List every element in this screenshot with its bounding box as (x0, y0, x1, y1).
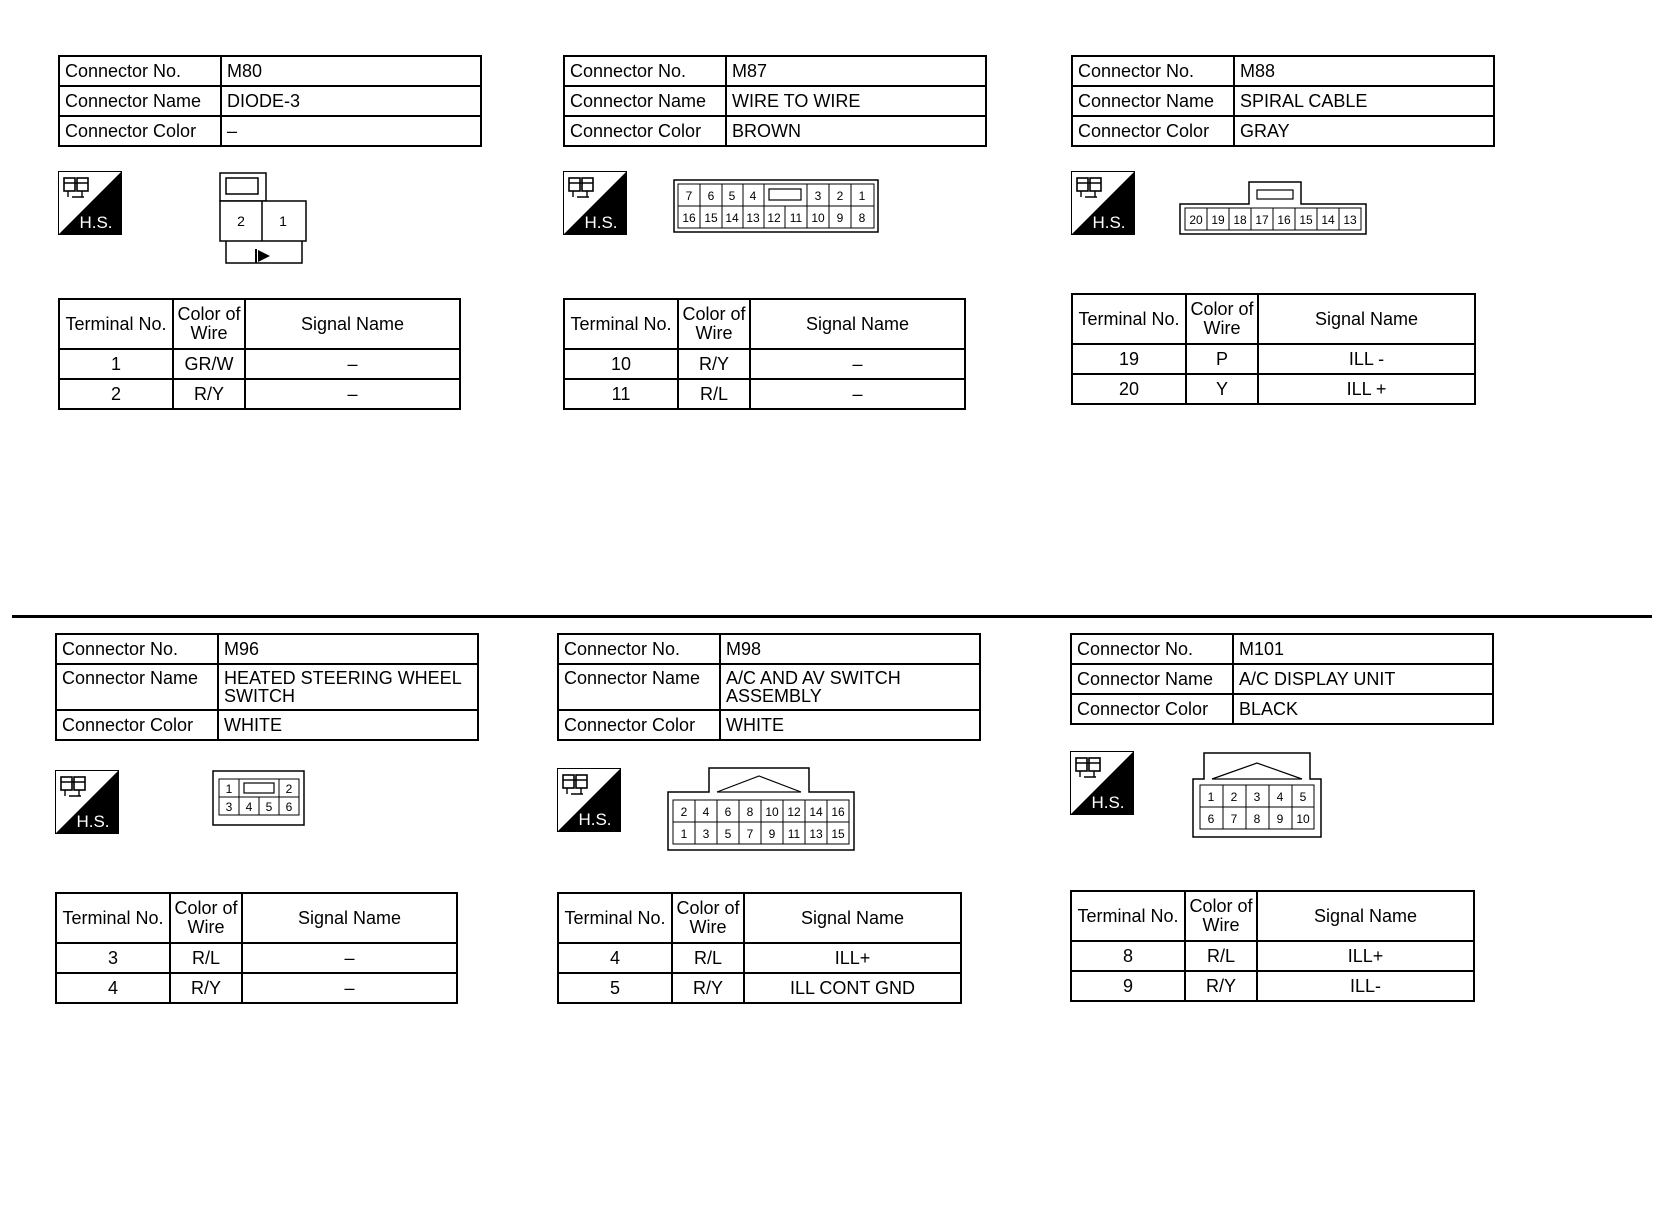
connector-color-value: WHITE (720, 710, 980, 740)
signal-name-cell: – (242, 973, 457, 1003)
connector-color-value: – (221, 116, 481, 146)
signal-name-header: Signal Name (242, 893, 457, 943)
connector-name-value: HEATED STEERING WHEEL SWITCH (218, 664, 478, 710)
signal-name-cell: – (245, 349, 460, 379)
terminal-table (1070, 890, 1475, 1002)
pin: 19 (1211, 213, 1225, 227)
connector-color-label: Connector Color (56, 710, 218, 740)
connector-name-label: Connector Name (59, 86, 221, 116)
connector-no-label: Connector No. (564, 56, 726, 86)
pin: 13 (809, 827, 823, 841)
connector-no-label: Connector No. (558, 634, 720, 664)
pin: 11 (789, 211, 803, 225)
pin: 9 (836, 211, 844, 225)
switch-connector-diagram (212, 770, 306, 828)
pin: 11 (787, 827, 801, 841)
pin-1: 1 (279, 213, 287, 229)
wire-color-cell: R/Y (170, 973, 242, 1003)
terminal-table (58, 298, 461, 410)
pin: 10 (765, 805, 779, 819)
wire-color-cell: R/Y (678, 349, 750, 379)
table-row (558, 943, 961, 973)
connector-name-value: A/C AND AV SWITCH ASSEMBLY (720, 664, 980, 710)
connector-info-table (563, 55, 987, 147)
terminal-no-cell: 19 (1072, 344, 1186, 374)
signal-name-cell: ILL+ (1257, 941, 1474, 971)
table-row (558, 973, 961, 1003)
terminal-no-cell: 8 (1071, 941, 1185, 971)
connector-info-table (1070, 633, 1494, 725)
pin: 2 (836, 189, 844, 203)
connector-name-value: DIODE-3 (221, 86, 481, 116)
terminal-no-cell: 9 (1071, 971, 1185, 1001)
table-row (1072, 344, 1475, 374)
pin: 15 (831, 827, 845, 841)
connector-info-table (58, 55, 482, 147)
pin: 1 (858, 189, 866, 203)
hs-label: H.S. (1091, 793, 1125, 812)
hs-label: H.S. (76, 812, 110, 831)
pin: 9 (768, 827, 776, 841)
connector-block-m88 (1071, 55, 1501, 399)
connector-no-value: M101 (1233, 634, 1493, 664)
connector-name-value: A/C DISPLAY UNIT (1233, 664, 1493, 694)
pin: 8 (858, 211, 866, 225)
pin: 1 (680, 827, 688, 841)
connector-color-label: Connector Color (558, 710, 720, 740)
terminal-table (557, 892, 962, 1004)
pin: 15 (704, 211, 718, 225)
harness-side-badge-icon (58, 171, 122, 235)
wire-color-header: Color of Wire (1185, 891, 1257, 941)
pin: 9 (1276, 812, 1284, 826)
pin-2: 2 (237, 213, 245, 229)
signal-name-header: Signal Name (245, 299, 460, 349)
hs-label: H.S. (1092, 213, 1126, 232)
pin: 13 (1343, 213, 1357, 227)
display-unit-connector-diagram (1192, 751, 1324, 839)
pin: 17 (1255, 213, 1269, 227)
switch-assembly-connector-diagram (667, 766, 857, 852)
terminal-no-header: Terminal No. (1072, 294, 1186, 344)
table-row (59, 349, 460, 379)
connector-name-label: Connector Name (1071, 664, 1233, 694)
pin: 2 (1230, 790, 1238, 804)
connector-block-m96 (55, 633, 485, 998)
pin: 1 (1207, 790, 1215, 804)
signal-name-cell: – (750, 349, 965, 379)
table-row (56, 943, 457, 973)
connector-info-table (557, 633, 981, 741)
signal-name-cell: – (245, 379, 460, 409)
signal-name-cell: ILL + (1258, 374, 1475, 404)
pin: 7 (685, 189, 693, 203)
table-row (564, 379, 965, 409)
pin: 4 (749, 189, 757, 203)
diode-symbol-icon (258, 250, 270, 262)
pin: 5 (728, 189, 736, 203)
connector-info-table (55, 633, 479, 741)
terminal-table (55, 892, 458, 1004)
pin: 6 (1207, 812, 1215, 826)
table-row (1071, 941, 1474, 971)
connector-name-label: Connector Name (558, 664, 720, 710)
connector-color-label: Connector Color (1071, 694, 1233, 724)
terminal-no-cell: 20 (1072, 374, 1186, 404)
terminal-no-cell: 3 (56, 943, 170, 973)
terminal-no-cell: 4 (558, 943, 672, 973)
connector-no-label: Connector No. (56, 634, 218, 664)
terminal-no-header: Terminal No. (59, 299, 173, 349)
signal-name-header: Signal Name (744, 893, 961, 943)
connector-name-value: SPIRAL CABLE (1234, 86, 1494, 116)
harness-side-badge-icon (55, 770, 119, 834)
pin: 16 (1277, 213, 1291, 227)
terminal-no-header: Terminal No. (564, 299, 678, 349)
wire-color-cell: R/L (672, 943, 744, 973)
connector-name-label: Connector Name (56, 664, 218, 710)
connector-block-m87 (563, 55, 993, 404)
connector-color-value: BLACK (1233, 694, 1493, 724)
table-row (59, 379, 460, 409)
terminal-table (1071, 293, 1476, 405)
wire-color-cell: GR/W (173, 349, 245, 379)
table-row (56, 973, 457, 1003)
pin: 4 (1276, 790, 1284, 804)
pin: 7 (746, 827, 754, 841)
connector-name-label: Connector Name (564, 86, 726, 116)
harness-side-badge-icon (1070, 751, 1134, 815)
terminal-no-cell: 10 (564, 349, 678, 379)
signal-name-cell: ILL+ (744, 943, 961, 973)
wire-color-cell: R/L (678, 379, 750, 409)
signal-name-header: Signal Name (1257, 891, 1474, 941)
pin: 14 (809, 805, 823, 819)
pin: 3 (814, 189, 822, 203)
pin: 14 (1321, 213, 1335, 227)
signal-name-header: Signal Name (750, 299, 965, 349)
pin: 5 (724, 827, 732, 841)
wire-color-cell: R/Y (672, 973, 744, 1003)
terminal-no-header: Terminal No. (1071, 891, 1185, 941)
terminal-no-cell: 5 (558, 973, 672, 1003)
pin: 16 (831, 805, 845, 819)
harness-side-badge-icon (563, 171, 627, 235)
pin: 18 (1233, 213, 1247, 227)
table-row (1072, 374, 1475, 404)
connector-no-value: M88 (1234, 56, 1494, 86)
pin: 8 (1253, 812, 1261, 826)
connector-block-m80 (58, 55, 488, 404)
wire-color-cell: R/Y (1185, 971, 1257, 1001)
harness-side-badge-icon (557, 768, 621, 832)
harness-side-badge-icon (1071, 171, 1135, 235)
connector-color-value: WHITE (218, 710, 478, 740)
wire-color-header: Color of Wire (672, 893, 744, 943)
connector-no-label: Connector No. (1072, 56, 1234, 86)
wire-color-cell: Y (1186, 374, 1258, 404)
pin: 3 (702, 827, 710, 841)
connector-no-label: Connector No. (1071, 634, 1233, 664)
diode-connector-diagram (218, 171, 310, 267)
pin: 10 (811, 211, 825, 225)
connector-no-label: Connector No. (59, 56, 221, 86)
signal-name-cell: ILL CONT GND (744, 973, 961, 1003)
connector-no-value: M80 (221, 56, 481, 86)
terminal-no-header: Terminal No. (56, 893, 170, 943)
table-row (564, 349, 965, 379)
pin: 5 (1299, 790, 1307, 804)
pin: 6 (724, 805, 732, 819)
pin: 3 (225, 800, 233, 814)
spiral-cable-connector-diagram (1179, 180, 1369, 236)
connector-color-label: Connector Color (1072, 116, 1234, 146)
pin: 12 (787, 805, 801, 819)
wire-color-cell: R/Y (173, 379, 245, 409)
connector-name-label: Connector Name (1072, 86, 1234, 116)
pin: 20 (1189, 213, 1203, 227)
terminal-table (563, 298, 966, 410)
pin: 6 (707, 189, 715, 203)
wire-color-cell: P (1186, 344, 1258, 374)
section-divider (12, 615, 1652, 618)
pin: 1 (225, 782, 233, 796)
connector-name-value: WIRE TO WIRE (726, 86, 986, 116)
wire-color-cell: R/L (170, 943, 242, 973)
hs-label: H.S. (79, 213, 113, 232)
terminal-no-cell: 11 (564, 379, 678, 409)
pin: 10 (1296, 812, 1310, 826)
pin: 2 (285, 782, 293, 796)
pin: 5 (265, 800, 273, 814)
connector-color-label: Connector Color (564, 116, 726, 146)
pin: 12 (767, 211, 781, 225)
terminal-no-cell: 4 (56, 973, 170, 1003)
wire-color-header: Color of Wire (170, 893, 242, 943)
terminal-no-cell: 2 (59, 379, 173, 409)
wire-color-header: Color of Wire (1186, 294, 1258, 344)
pin: 16 (682, 211, 696, 225)
connector-color-value: GRAY (1234, 116, 1494, 146)
terminal-no-header: Terminal No. (558, 893, 672, 943)
connector-no-value: M87 (726, 56, 986, 86)
pin: 4 (702, 805, 710, 819)
signal-name-cell: – (750, 379, 965, 409)
hs-label: H.S. (578, 810, 612, 829)
signal-name-cell: ILL- (1257, 971, 1474, 1001)
pin: 13 (746, 211, 760, 225)
connector-color-value: BROWN (726, 116, 986, 146)
connector-color-label: Connector Color (59, 116, 221, 146)
hs-label: H.S. (584, 213, 618, 232)
pin: 8 (746, 805, 754, 819)
pin: 2 (680, 805, 688, 819)
signal-name-cell: ILL - (1258, 344, 1475, 374)
connector-block-m98 (557, 633, 987, 998)
connector-no-value: M96 (218, 634, 478, 664)
connector-block-m101 (1070, 633, 1500, 996)
pin: 3 (1253, 790, 1261, 804)
connector-info-table (1071, 55, 1495, 147)
wire-color-header: Color of Wire (678, 299, 750, 349)
connector-no-value: M98 (720, 634, 980, 664)
signal-name-cell: – (242, 943, 457, 973)
table-row (1071, 971, 1474, 1001)
pin: 6 (285, 800, 293, 814)
pin: 7 (1230, 812, 1238, 826)
pin: 15 (1299, 213, 1313, 227)
pin: 14 (725, 211, 739, 225)
wire-color-header: Color of Wire (173, 299, 245, 349)
wire-color-cell: R/L (1185, 941, 1257, 971)
signal-name-header: Signal Name (1258, 294, 1475, 344)
wire-to-wire-connector-diagram (673, 179, 881, 235)
terminal-no-cell: 1 (59, 349, 173, 379)
pin: 4 (245, 800, 253, 814)
